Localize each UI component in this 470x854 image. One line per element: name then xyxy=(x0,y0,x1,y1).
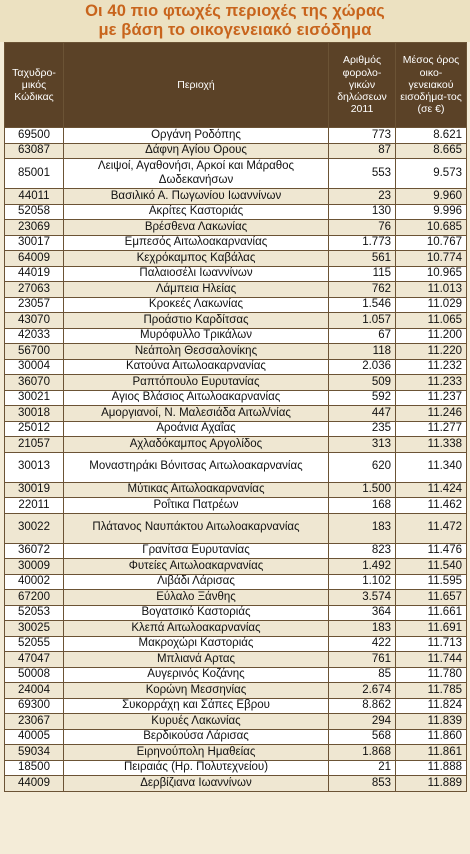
cell-average-income: 11.462 xyxy=(396,498,467,514)
cell-postal-code: 18500 xyxy=(5,760,64,776)
cell-area: Γρανίτσα Ευρυτανίας xyxy=(64,543,329,559)
cell-postal-code: 23067 xyxy=(5,714,64,730)
cell-postal-code: 30017 xyxy=(5,235,64,251)
cell-tax-returns: 1.500 xyxy=(329,482,396,498)
cell-average-income: 11.691 xyxy=(396,621,467,637)
cell-area: Κροκεές Λακωνίας xyxy=(64,297,329,313)
header-area: Περιοχή xyxy=(64,43,329,128)
table-row xyxy=(5,745,467,761)
header-postal-code: Ταχυδρο-μικός Κώδικας xyxy=(5,43,64,128)
cell-area: Αγιος Βλάσιος Αιτωλοακαρνανίας xyxy=(64,390,329,406)
cell-tax-returns: 130 xyxy=(329,204,396,220)
table-row xyxy=(5,683,467,699)
header-average-income: Μέσος όρος οικο-γενειακού εισοδήμα-τος (σε €) xyxy=(396,43,467,128)
table-row xyxy=(5,359,467,375)
cell-postal-code: 30018 xyxy=(5,406,64,422)
cell-tax-returns: 183 xyxy=(329,513,396,543)
table-row xyxy=(5,698,467,714)
cell-area: Δερβίζιανα Ιωαννίνων xyxy=(64,776,329,792)
cell-tax-returns: 773 xyxy=(329,128,396,144)
cell-area: Μακροχώρι Καστοριάς xyxy=(64,636,329,652)
cell-average-income: 10.774 xyxy=(396,251,467,267)
cell-average-income: 9.960 xyxy=(396,189,467,205)
cell-tax-returns: 85 xyxy=(329,667,396,683)
cell-postal-code: 25012 xyxy=(5,421,64,437)
cell-area: Πειραιάς (Ηρ. Πολυτεχνείου) xyxy=(64,760,329,776)
cell-average-income: 11.595 xyxy=(396,574,467,590)
cell-average-income: 11.220 xyxy=(396,344,467,360)
cell-tax-returns: 115 xyxy=(329,266,396,282)
cell-postal-code: 36070 xyxy=(5,375,64,391)
table-title xyxy=(0,0,470,42)
cell-area: Κορώνη Μεσσηνίας xyxy=(64,683,329,699)
cell-area: Βασιλικό Α. Πωγωνίου Ιωαννίνων xyxy=(64,189,329,205)
cell-postal-code: 42033 xyxy=(5,328,64,344)
table-row xyxy=(5,143,467,159)
cell-postal-code: 69300 xyxy=(5,698,64,714)
table-row xyxy=(5,204,467,220)
title-line-1: Οι 40 πιο φτωχές περιοχές της χώρας xyxy=(85,2,385,20)
cell-average-income: 11.839 xyxy=(396,714,467,730)
cell-area: Κυρυές Λακωνίας xyxy=(64,714,329,730)
table-row xyxy=(5,128,467,144)
table-row xyxy=(5,652,467,668)
cell-area: Βρέσθενα Λακωνίας xyxy=(64,220,329,236)
cell-average-income: 11.200 xyxy=(396,328,467,344)
cell-average-income: 11.338 xyxy=(396,437,467,453)
cell-tax-returns: 823 xyxy=(329,543,396,559)
cell-postal-code: 30013 xyxy=(5,452,64,482)
cell-area: Κλεπά Αιτωλοακαρνανίας xyxy=(64,621,329,637)
cell-average-income: 11.661 xyxy=(396,605,467,621)
cell-tax-returns: 2.674 xyxy=(329,683,396,699)
cell-average-income: 10.767 xyxy=(396,235,467,251)
cell-area: Κεχρόκαμπος Καβάλας xyxy=(64,251,329,267)
cell-tax-returns: 853 xyxy=(329,776,396,792)
cell-area: Λειψοί, Αγαθονήσι, Αρκοί και Μάραθος Δωδεκανήσων xyxy=(64,159,329,189)
cell-area: Μπλιανά Αρτας xyxy=(64,652,329,668)
cell-average-income: 11.540 xyxy=(396,559,467,575)
cell-area: Εμπεσός Αιτωλοακαρνανίας xyxy=(64,235,329,251)
cell-average-income: 11.029 xyxy=(396,297,467,313)
cell-average-income: 11.861 xyxy=(396,745,467,761)
cell-average-income: 8.621 xyxy=(396,128,467,144)
table-row xyxy=(5,513,467,543)
table-row xyxy=(5,297,467,313)
table-row xyxy=(5,375,467,391)
cell-postal-code: 47047 xyxy=(5,652,64,668)
cell-tax-returns: 509 xyxy=(329,375,396,391)
cell-postal-code: 30022 xyxy=(5,513,64,543)
cell-tax-returns: 21 xyxy=(329,760,396,776)
cell-average-income: 8.665 xyxy=(396,143,467,159)
table-row xyxy=(5,159,467,189)
cell-average-income: 11.065 xyxy=(396,313,467,329)
cell-average-income: 9.996 xyxy=(396,204,467,220)
cell-average-income: 11.888 xyxy=(396,760,467,776)
cell-postal-code: 30019 xyxy=(5,482,64,498)
cell-average-income: 11.780 xyxy=(396,667,467,683)
table-row xyxy=(5,390,467,406)
cell-tax-returns: 568 xyxy=(329,729,396,745)
table-row xyxy=(5,421,467,437)
cell-area: Αχλαδόκαμπος Αργολίδος xyxy=(64,437,329,453)
cell-postal-code: 44011 xyxy=(5,189,64,205)
cell-area: Λιβάδι Λάρισας xyxy=(64,574,329,590)
cell-postal-code: 52055 xyxy=(5,636,64,652)
cell-area: Βερδικούσα Λάρισας xyxy=(64,729,329,745)
cell-average-income: 11.472 xyxy=(396,513,467,543)
cell-tax-returns: 422 xyxy=(329,636,396,652)
table-row xyxy=(5,189,467,205)
cell-average-income: 11.476 xyxy=(396,543,467,559)
table-row xyxy=(5,328,467,344)
cell-tax-returns: 313 xyxy=(329,437,396,453)
cell-area: Κατούνα Αιτωλοακαρνανίας xyxy=(64,359,329,375)
table-row xyxy=(5,313,467,329)
cell-area: Ραπτόπουλο Ευρυτανίας xyxy=(64,375,329,391)
cell-tax-returns: 1.057 xyxy=(329,313,396,329)
cell-tax-returns: 1.492 xyxy=(329,559,396,575)
cell-tax-returns: 762 xyxy=(329,282,396,298)
cell-area: Αροάνια Αχαΐας xyxy=(64,421,329,437)
cell-area: Ροΐτικα Πατρέων xyxy=(64,498,329,514)
cell-area: Συκορράχη και Σάπες Εβρου xyxy=(64,698,329,714)
table-row xyxy=(5,251,467,267)
cell-average-income: 11.013 xyxy=(396,282,467,298)
cell-area: Μύτικας Αιτωλοακαρνανίας xyxy=(64,482,329,498)
table-row xyxy=(5,714,467,730)
cell-tax-returns: 592 xyxy=(329,390,396,406)
cell-postal-code: 50008 xyxy=(5,667,64,683)
table-row xyxy=(5,559,467,575)
cell-postal-code: 67200 xyxy=(5,590,64,606)
cell-average-income: 11.889 xyxy=(396,776,467,792)
cell-postal-code: 30025 xyxy=(5,621,64,637)
table-row xyxy=(5,590,467,606)
cell-average-income: 11.232 xyxy=(396,359,467,375)
cell-postal-code: 36072 xyxy=(5,543,64,559)
cell-average-income: 11.237 xyxy=(396,390,467,406)
cell-tax-returns: 1.546 xyxy=(329,297,396,313)
cell-average-income: 11.246 xyxy=(396,406,467,422)
cell-tax-returns: 183 xyxy=(329,621,396,637)
table-row xyxy=(5,452,467,482)
table-row xyxy=(5,220,467,236)
cell-tax-returns: 364 xyxy=(329,605,396,621)
table-row xyxy=(5,574,467,590)
cell-average-income: 11.824 xyxy=(396,698,467,714)
cell-tax-returns: 561 xyxy=(329,251,396,267)
cell-postal-code: 27063 xyxy=(5,282,64,298)
table-row xyxy=(5,482,467,498)
cell-tax-returns: 620 xyxy=(329,452,396,482)
cell-postal-code: 52058 xyxy=(5,204,64,220)
cell-tax-returns: 87 xyxy=(329,143,396,159)
cell-tax-returns: 8.862 xyxy=(329,698,396,714)
cell-area: Φυτείες Αιτωλοακαρνανίας xyxy=(64,559,329,575)
cell-average-income: 11.657 xyxy=(396,590,467,606)
cell-tax-returns: 3.574 xyxy=(329,590,396,606)
header-tax-returns: Αριθμός φορολο-γικών δηλώσεων 2011 xyxy=(329,43,396,128)
cell-average-income: 11.744 xyxy=(396,652,467,668)
cell-postal-code: 23057 xyxy=(5,297,64,313)
cell-postal-code: 43070 xyxy=(5,313,64,329)
cell-area: Ειρηνούπολη Ημαθείας xyxy=(64,745,329,761)
cell-area: Μοναστηράκι Βόνιτσας Αιτωλοακαρνανίας xyxy=(64,452,329,482)
cell-area: Αμοργιανοί, Ν. Μαλεσιάδα Αιτωλ/νίας xyxy=(64,406,329,422)
cell-average-income: 10.685 xyxy=(396,220,467,236)
cell-postal-code: 44009 xyxy=(5,776,64,792)
cell-average-income: 10.965 xyxy=(396,266,467,282)
cell-area: Προάστιο Καρδίτσας xyxy=(64,313,329,329)
cell-postal-code: 59034 xyxy=(5,745,64,761)
cell-tax-returns: 1.102 xyxy=(329,574,396,590)
cell-average-income: 11.233 xyxy=(396,375,467,391)
cell-average-income: 9.573 xyxy=(396,159,467,189)
cell-tax-returns: 118 xyxy=(329,344,396,360)
cell-postal-code: 52053 xyxy=(5,605,64,621)
cell-tax-returns: 235 xyxy=(329,421,396,437)
cell-postal-code: 63087 xyxy=(5,143,64,159)
cell-tax-returns: 1.773 xyxy=(329,235,396,251)
table-row xyxy=(5,344,467,360)
cell-tax-returns: 76 xyxy=(329,220,396,236)
cell-area: Ακρίτες Καστοριάς xyxy=(64,204,329,220)
cell-average-income: 11.713 xyxy=(396,636,467,652)
cell-average-income: 11.424 xyxy=(396,482,467,498)
cell-postal-code: 30021 xyxy=(5,390,64,406)
table-row xyxy=(5,667,467,683)
table-row xyxy=(5,498,467,514)
table-row xyxy=(5,729,467,745)
cell-postal-code: 22011 xyxy=(5,498,64,514)
cell-postal-code: 30004 xyxy=(5,359,64,375)
cell-tax-returns: 553 xyxy=(329,159,396,189)
table-row xyxy=(5,406,467,422)
cell-postal-code: 56700 xyxy=(5,344,64,360)
table-row xyxy=(5,437,467,453)
table-row xyxy=(5,760,467,776)
cell-area: Οργάνη Ροδόπης xyxy=(64,128,329,144)
cell-postal-code: 24004 xyxy=(5,683,64,699)
table-row xyxy=(5,605,467,621)
cell-postal-code: 85001 xyxy=(5,159,64,189)
cell-postal-code: 30009 xyxy=(5,559,64,575)
cell-tax-returns: 761 xyxy=(329,652,396,668)
cell-average-income: 11.340 xyxy=(396,452,467,482)
header-row xyxy=(5,43,467,128)
cell-tax-returns: 1.868 xyxy=(329,745,396,761)
cell-area: Δάφνη Αγίου Ορους xyxy=(64,143,329,159)
cell-area: Παλαιοσέλι Ιωαννίνων xyxy=(64,266,329,282)
table-row xyxy=(5,636,467,652)
table-row xyxy=(5,776,467,792)
cell-tax-returns: 67 xyxy=(329,328,396,344)
cell-tax-returns: 447 xyxy=(329,406,396,422)
cell-area: Μυρόφυλλο Τρικάλων xyxy=(64,328,329,344)
table-row xyxy=(5,621,467,637)
cell-area: Βογατσικό Καστοριάς xyxy=(64,605,329,621)
cell-postal-code: 69500 xyxy=(5,128,64,144)
cell-area: Νεάπολη Θεσσαλονίκης xyxy=(64,344,329,360)
table-row xyxy=(5,235,467,251)
cell-postal-code: 44019 xyxy=(5,266,64,282)
cell-area: Εύλαλο Ξάνθης xyxy=(64,590,329,606)
cell-postal-code: 21057 xyxy=(5,437,64,453)
table-row xyxy=(5,282,467,298)
cell-tax-returns: 23 xyxy=(329,189,396,205)
cell-area: Λάμπεια Ηλείας xyxy=(64,282,329,298)
cell-average-income: 11.277 xyxy=(396,421,467,437)
cell-area: Αυγερινός Κοζάνης xyxy=(64,667,329,683)
cell-postal-code: 64009 xyxy=(5,251,64,267)
cell-postal-code: 23069 xyxy=(5,220,64,236)
title-line-2: με βάση το οικογενειακό εισόδημα xyxy=(98,21,372,39)
cell-postal-code: 40002 xyxy=(5,574,64,590)
cell-postal-code: 40005 xyxy=(5,729,64,745)
cell-area: Πλάτανος Ναυπάκτου Αιτωλοακαρνανίας xyxy=(64,513,329,543)
cell-tax-returns: 294 xyxy=(329,714,396,730)
cell-tax-returns: 168 xyxy=(329,498,396,514)
cell-average-income: 11.860 xyxy=(396,729,467,745)
cell-tax-returns: 2.036 xyxy=(329,359,396,375)
poorest-areas-table xyxy=(4,42,467,792)
table-row xyxy=(5,266,467,282)
table-row xyxy=(5,543,467,559)
cell-average-income: 11.785 xyxy=(396,683,467,699)
